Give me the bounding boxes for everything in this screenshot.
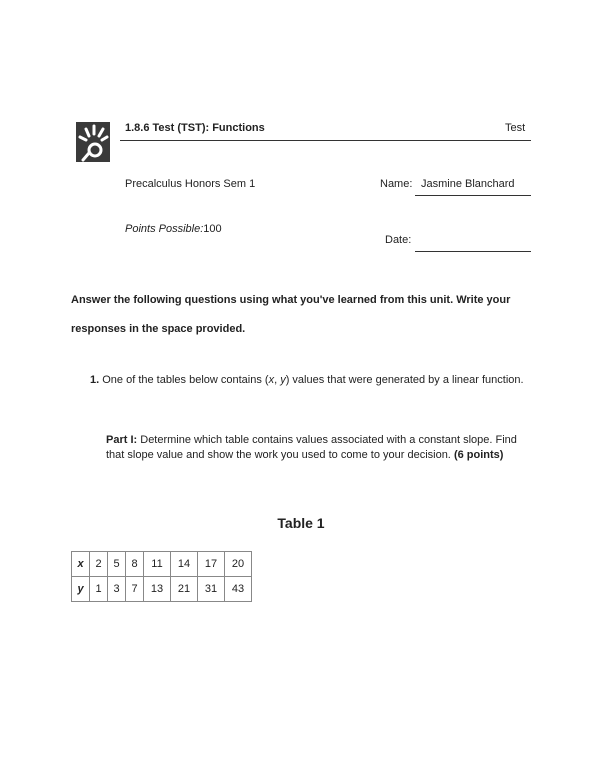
data-table [71, 551, 252, 602]
table-cell: 5 [108, 552, 126, 577]
table-cell: 21 [171, 577, 198, 602]
part-text: Determine which table contains values associated with a constant slope. Find that slope value and show the work you used to come to your decision. [106, 434, 517, 461]
name-label: Name: [380, 178, 413, 190]
table-cell: 31 [198, 577, 225, 602]
name-field[interactable]: Jasmine Blanchard [421, 178, 515, 190]
table-cell: 3 [108, 577, 126, 602]
table-cell: 8 [126, 552, 144, 577]
table-cell: 20 [225, 552, 252, 577]
instructions: Answer the following questions using what you've learned from this unit. Write your responses in the space provided. [71, 294, 511, 335]
header-divider [120, 140, 531, 141]
table-cell: 17 [198, 552, 225, 577]
question-1 [90, 374, 524, 386]
question-text-start: One of the tables below contains ( [102, 374, 269, 386]
variable-y: y [280, 374, 286, 386]
question-number: 1. [90, 374, 100, 386]
table-cell: 43 [225, 577, 252, 602]
name-underline [415, 195, 531, 196]
points-label: Points Possible: [125, 223, 204, 235]
table-cell: 14 [171, 552, 198, 577]
table-cell: 7 [126, 577, 144, 602]
points-possible [125, 223, 222, 235]
table-cell: 2 [90, 552, 108, 577]
table-title: Table 1 [277, 515, 325, 531]
part-points: (6 points) [453, 449, 504, 461]
question-comma: , [274, 374, 281, 386]
date-field[interactable] [415, 251, 531, 252]
row-header-y: y [72, 577, 90, 602]
lightbulb-logo-icon [76, 122, 110, 162]
row-header-x: x [72, 552, 90, 577]
points-value: 100 [203, 223, 222, 235]
table-cell: 11 [144, 552, 171, 577]
variable-x: x [268, 374, 275, 386]
document-type-label: Test [505, 122, 526, 134]
table-cell: 13 [144, 577, 171, 602]
table-row-x [72, 552, 252, 577]
part-1 [106, 433, 526, 463]
page-title: 1.8.6 Test (TST): Functions [125, 122, 265, 134]
table-row-y [72, 577, 252, 602]
part-label: Part I: [106, 434, 138, 446]
date-label: Date: [385, 234, 412, 246]
course-name: Precalculus Honors Sem 1 [125, 178, 256, 190]
question-text-end: ) values that were generated by a linear function. [285, 374, 524, 386]
table-cell: 1 [90, 577, 108, 602]
